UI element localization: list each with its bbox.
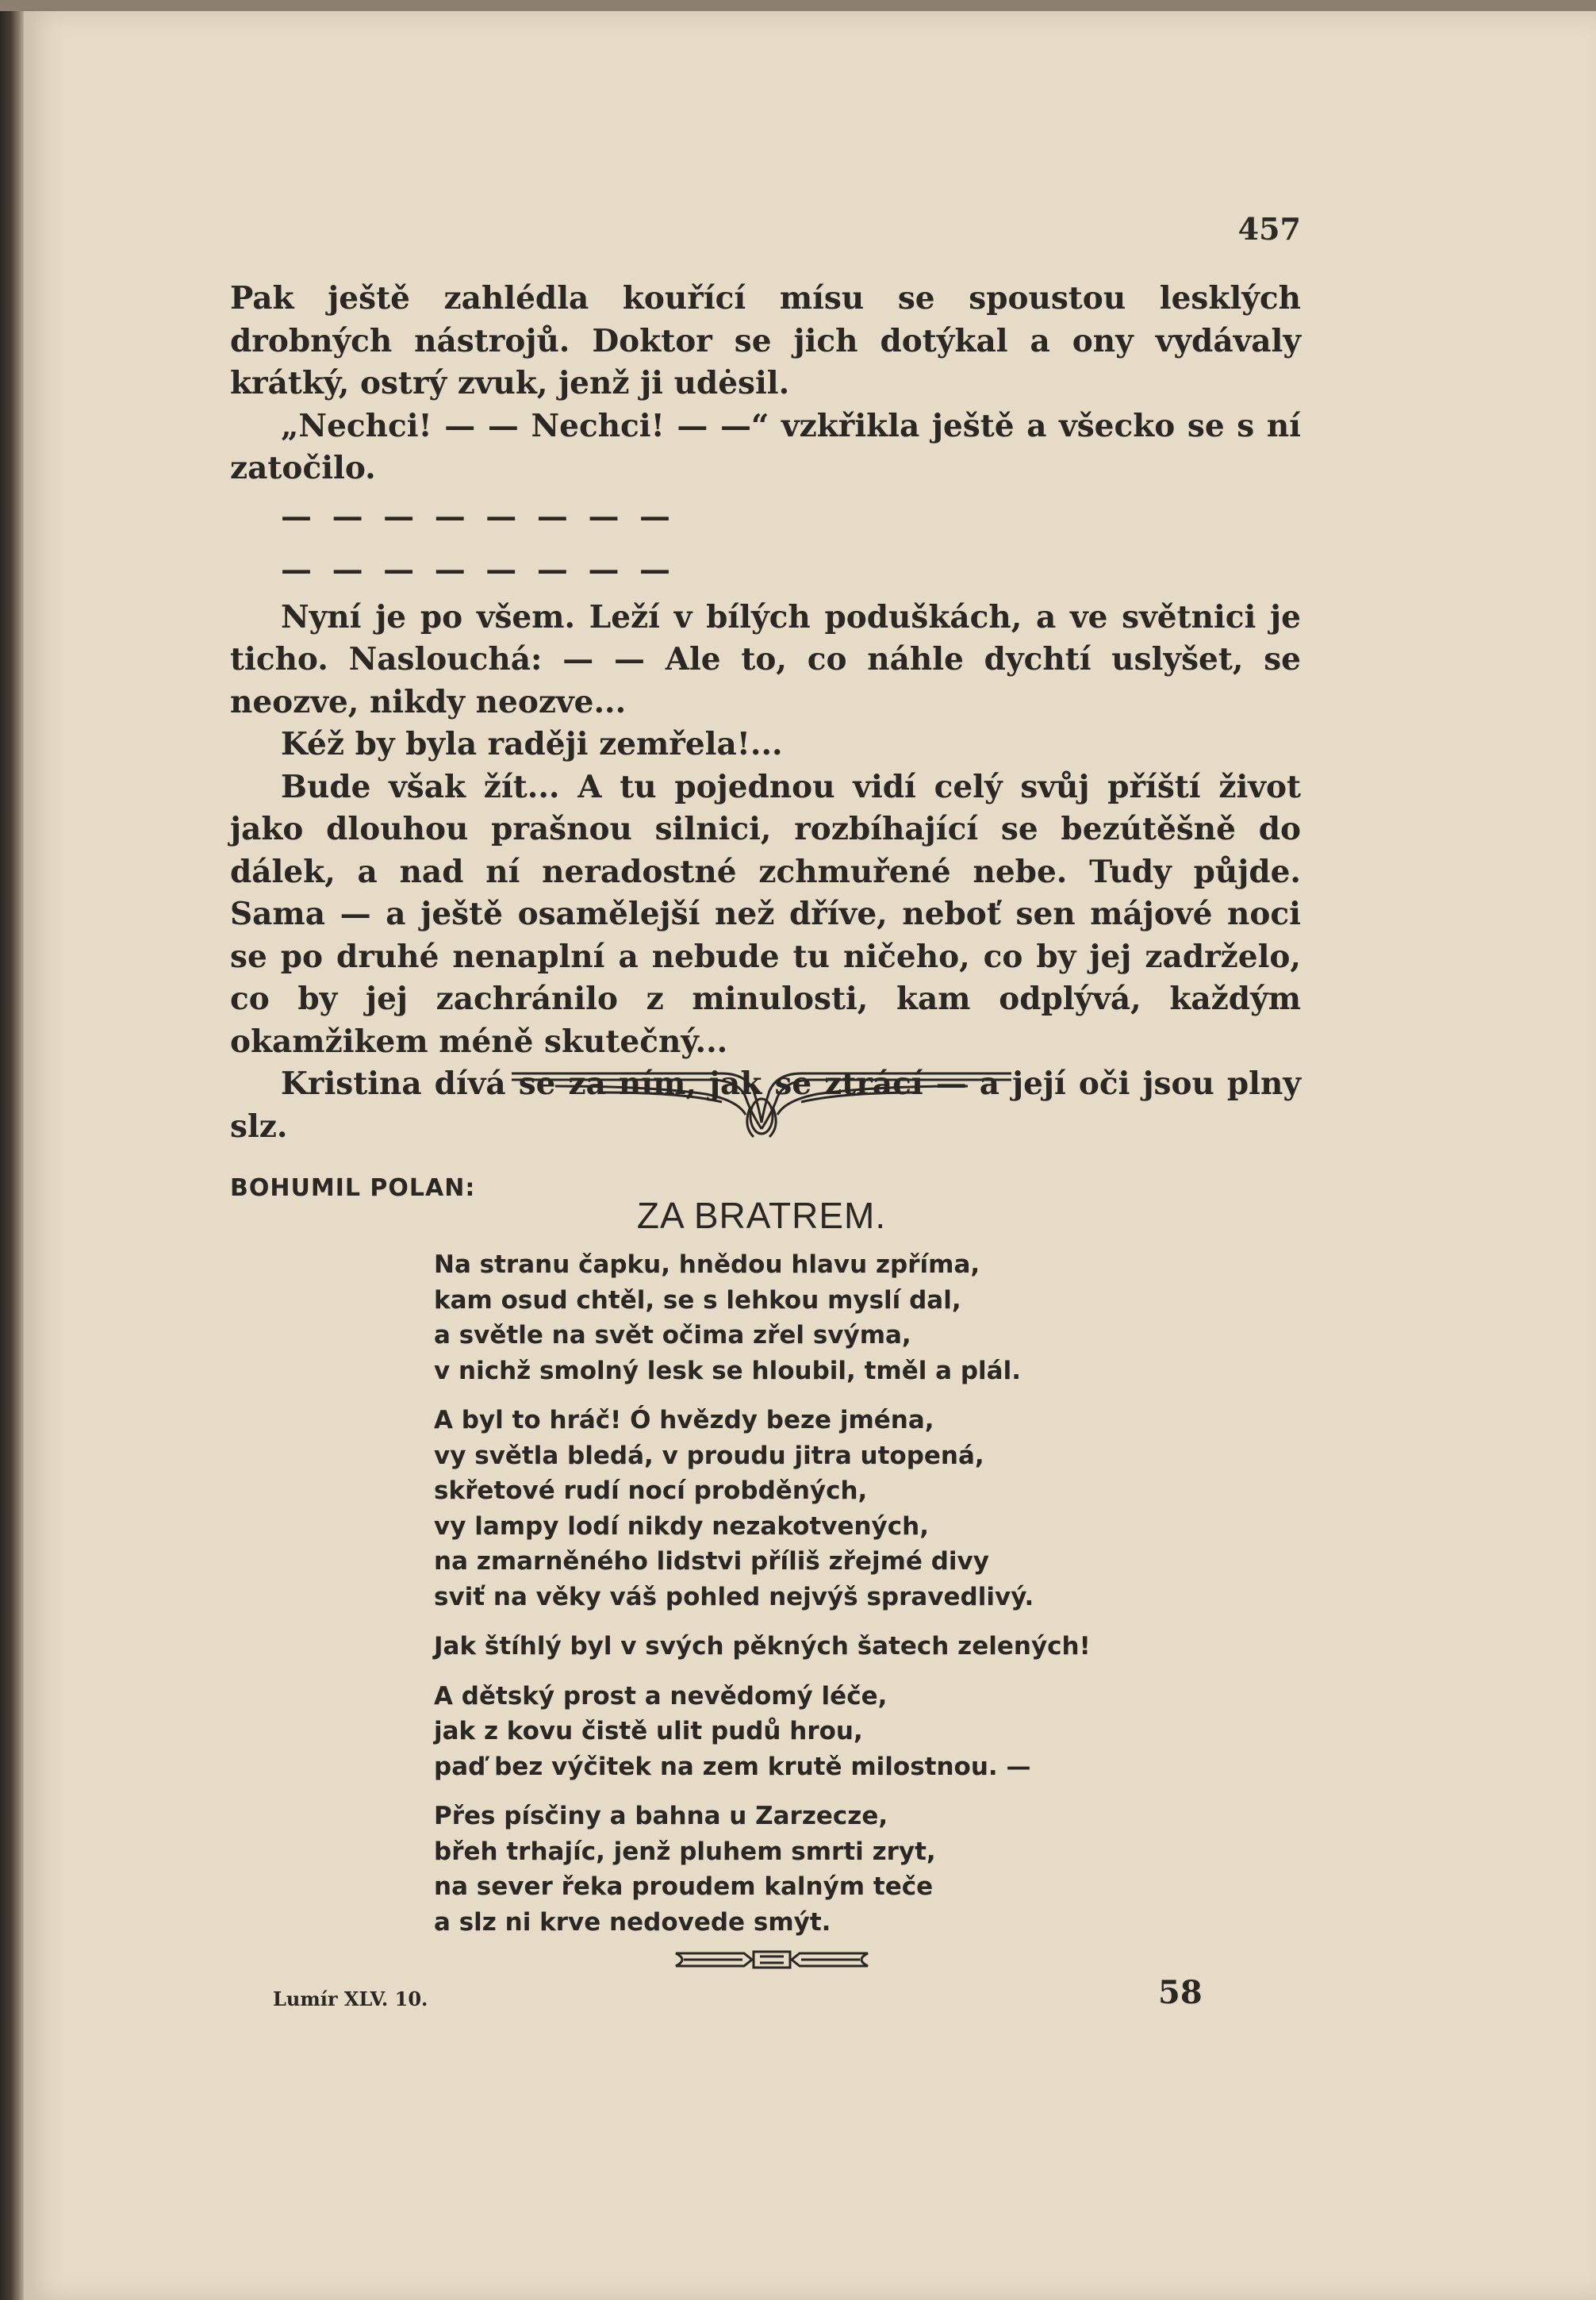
poem-line: A byl to hráč! Ó hvězdy beze jména, xyxy=(434,1406,934,1434)
poem-stanza xyxy=(434,1679,1227,1785)
poem-line: na sever řeka proudem kalným teče xyxy=(434,1872,934,1901)
section-dashes: — — — — — — — — xyxy=(281,551,676,588)
poem-line: a slz ni krve nedovede smýt. xyxy=(434,1907,831,1937)
section-dashes: — — — — — — — — xyxy=(281,497,676,535)
poem-stanza xyxy=(434,1403,1227,1615)
poem-stanza xyxy=(434,1629,1227,1665)
poem-title: ZA BRATREM. xyxy=(636,1195,887,1236)
poem-stanza xyxy=(434,1247,1227,1388)
poem-line: paď bez výčitek na zem krutě milostnou. — xyxy=(434,1752,1031,1781)
poem-line: na zmarněného lidstvi příliš zřejmé divy xyxy=(434,1547,989,1576)
poem-line: Přes písčiny a bahna u Zarzecze, xyxy=(434,1802,888,1830)
page-number: 457 xyxy=(1237,211,1301,247)
poem-author: BOHUMIL POLAN: xyxy=(230,1174,476,1202)
prose-paragraph: Bude však žít... A tu pojednou vidí celý svůj příští život jako dlouhou prašnou silnici, rozbíhající se bezútěšně do dálek, a nad ní neradostné zchmuřené nebe. Tudy půjde. Sama — a ještě osamělejší než dříve, neboť sen májové noci se po druhé nenaplní a nebude tu ničeho, co by jej zadrželo, co by jej zachránilo z minulosti, kam odplývá, každým okamžikem méně skutečný... xyxy=(230,768,1301,1060)
prose-text xyxy=(230,278,1301,1148)
poem-line: vy světla bledá, v proudu jitra utopená, xyxy=(434,1441,984,1470)
prose-paragraph: Kristina dívá se za ním, jak se ztrácí — a její oči jsou plny slz. xyxy=(230,1066,1301,1145)
poem-line: skřetové rudí nocí probděných, xyxy=(434,1476,868,1505)
poem-line: břeh trhajíc, jenž pluhem smrti zryt, xyxy=(434,1837,936,1866)
poem-line: sviť na věky váš pohled nejvýš spravedlivý. xyxy=(434,1582,1034,1611)
poem-line: kam osud chtěl, se s lehkou myslí dal, xyxy=(434,1285,961,1315)
poem-line: vy lampy lodí nikdy nezakotvených, xyxy=(434,1511,929,1541)
poem-body xyxy=(434,1247,1227,1954)
poem-line: a světle na svět očima zřel svýma, xyxy=(434,1321,911,1350)
poem-stanza xyxy=(434,1799,1227,1940)
poem-line: v nichž smolný lesk se hloubil, tměl a plál. xyxy=(434,1356,1021,1385)
prose-paragraph: Nyní je po všem. Leží v bílých poduškách, a ve světnici je ticho. Naslouchá: — — Ale to, co náhle dychtí uslyšet, se neozve, nikdy neozve... xyxy=(230,598,1301,720)
decorative-divider-ornament xyxy=(508,1059,1015,1138)
end-ornament xyxy=(673,1945,871,1974)
poem-line: jak z kovu čistě ulit pudů hrou, xyxy=(434,1717,863,1745)
signature-number: 58 xyxy=(1158,1974,1203,2011)
footer-signature: Lumír XLV. 10. xyxy=(273,1987,428,2010)
prose-paragraph: Kéž by byla raději zemřela!... xyxy=(281,726,783,762)
prose-paragraph: „Nechci! — — Nechci! — —“ vzkřikla ještě a všecko se s ní zatočilo. xyxy=(230,407,1301,486)
prose-paragraph: Pak ještě zahlédla kouřící mísu se spoustou lesklých drobných nástrojů. Doktor se jich dotýkal a ony vydávaly krátký, ostrý zvuk, jenž ji udėsil. xyxy=(230,280,1301,401)
poem-line: Na stranu čapku, hnědou hlavu zpříma, xyxy=(434,1250,980,1279)
scan-top-strip xyxy=(0,0,1596,11)
poem-line: Jak štíhlý byl v svých pěkných šatech zelených! xyxy=(434,1632,1091,1661)
poem-line: A dětský prost a nevědomý léče, xyxy=(434,1681,888,1711)
